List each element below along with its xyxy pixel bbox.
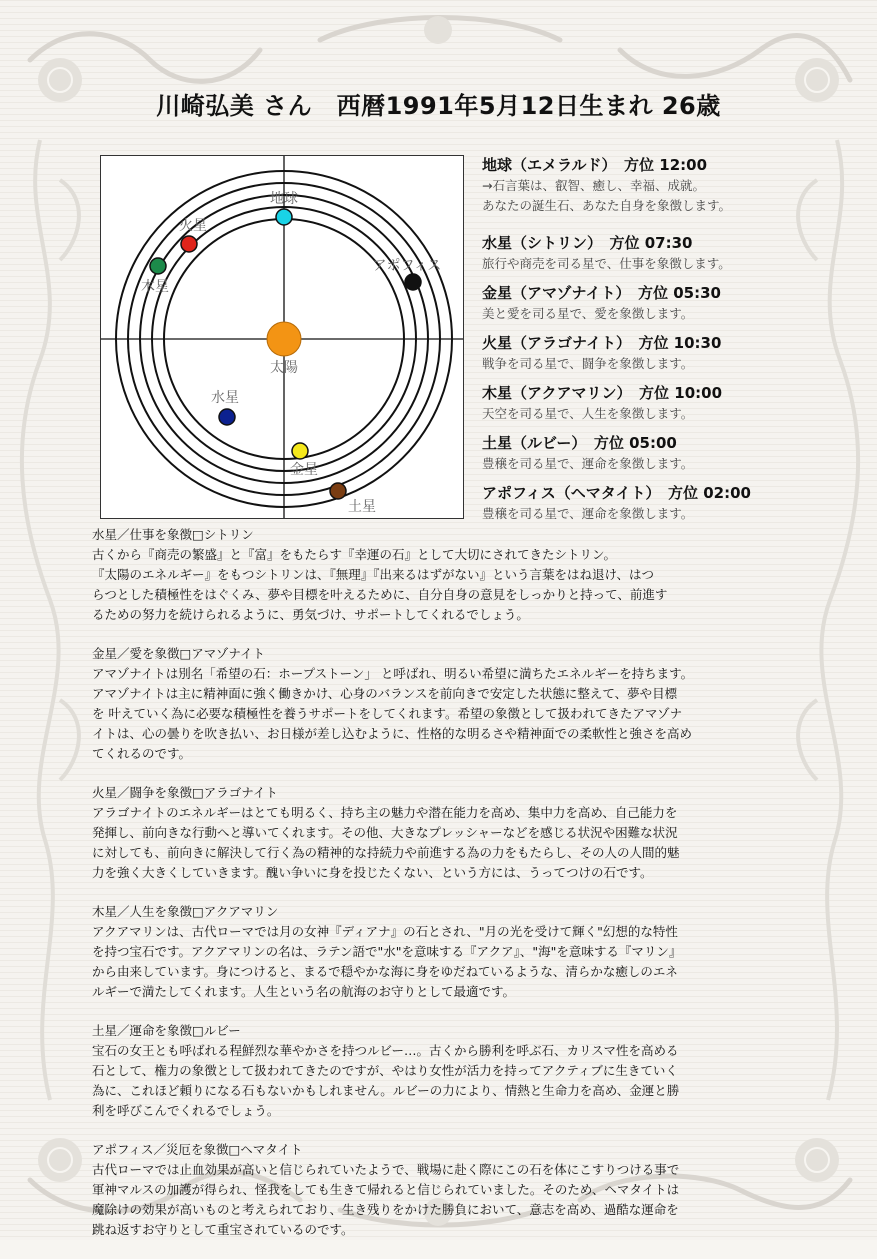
article-body <box>92 1041 802 1121</box>
planet-heading: 金星（アマゾナイト） 方位 05:30 <box>482 284 721 302</box>
article-line: に対しても、前向きに解決して行く為の精神的な持続力や前進する為の力をもたらし、その人の人間的魅 <box>92 845 680 860</box>
article-line: アマゾナイトは別名「希望の石：ホープストーン」 と呼ばれ、明るい希望に満ちたエネルギーを持ちます。 <box>92 666 694 681</box>
planet-heading: 火星（アラゴナイト） 方位 10:30 <box>482 334 722 352</box>
mars-label: 火星 <box>179 218 207 234</box>
article-title: 金星／愛を象徴□アマゾナイト <box>92 646 266 661</box>
saturn-icon <box>330 483 346 499</box>
article-venus <box>92 644 802 764</box>
planet-description: 戦争を司る星で、闘争を象徴します。 <box>482 356 694 371</box>
venus-icon <box>292 443 308 459</box>
article-line: 古くから『商売の繁盛』と『富』をもたらす『幸運の石』として大切にされてきたシトリン。 <box>92 547 617 562</box>
article-line: 石として、権力の象徴として扱われてきたのですが、やはり女性が活力を持ってアクティブに生きていく <box>92 1063 678 1078</box>
planet-entry-earth <box>482 155 812 233</box>
article-apophis <box>92 1140 802 1240</box>
article-line: アラゴナイトのエネルギーはとても明るく、持ち主の魅力や潜在能力を高め、集中力を高め、自己能力を <box>92 805 678 820</box>
planet-heading: 木星（アクアマリン） 方位 10:00 <box>482 384 723 402</box>
article-line: 『太陽のエネルギー』をもつシトリンは、『無理』『出来るはずがない』という言葉をはね退け、はつ <box>92 567 655 582</box>
article-line: を持つ宝石です。アクアマリンの名は、ラテン語で"水"を意味する『アクア』、"海"を意味する『マリン』 <box>92 944 682 959</box>
sun-icon <box>267 322 301 356</box>
article-line: アクアマリンは、古代ローマでは月の女神『ディアナ』の石とされ、"月の光を受けて輝く"幻想的な特性 <box>92 924 678 939</box>
jupiter-icon <box>150 258 166 274</box>
saturn-label: 土星 <box>348 499 376 515</box>
sun-label: 太陽 <box>270 360 298 376</box>
article-body <box>92 664 802 764</box>
article-body <box>92 1160 802 1240</box>
article-title: 水星／仕事を象徴□シトリン <box>92 527 254 542</box>
planet-entry-saturn <box>482 433 812 483</box>
jupiter-label: 木星 <box>141 279 169 295</box>
planet-orbit-diagram <box>100 155 464 519</box>
article-line: ルギーで満たしてくれます。人生という名の航海のお守りとして最適です。 <box>92 984 516 999</box>
planet-description: 美と愛を司る星で、愛を象徴します。 <box>482 306 694 321</box>
article-saturn <box>92 1021 802 1121</box>
page-title: 川崎弘美 さん 西暦1991年5月12日生まれ 26歳 <box>156 92 721 120</box>
planet-description: 旅行や商売を司る星で、仕事を象徴します。 <box>482 256 731 271</box>
article-line: てくれるのです。 <box>92 746 192 761</box>
stone-articles <box>92 525 802 1259</box>
planet-heading: アポフィス（ヘマタイト） 方位 02:00 <box>482 484 751 502</box>
article-title: 土星／運命を象徴□ルビー <box>92 1023 241 1038</box>
article-line: 軍神マルスの加護が得られ、怪我をしても生きて帰れると信じられていました。そのため、ヘマタイトは <box>92 1182 680 1197</box>
planet-entry-mars <box>482 333 812 383</box>
article-body <box>92 803 802 883</box>
article-line: 宝石の女王とも呼ばれる程鮮烈な華やかさを持つルビー…。古くから勝利を呼ぶ石、カリスマ性を高める <box>92 1043 679 1058</box>
mercury-label: 水星 <box>211 390 239 406</box>
venus-label: 金星 <box>290 462 318 478</box>
article-line: 力を強く大きくしていきます。醜い争いに身を投じたくない、という方には、うってつけの石です。 <box>92 865 653 880</box>
article-line: アマゾナイトは主に精神面に強く働きかけ、心身のバランスを前向きで安定した状態に整えて、夢や目標 <box>92 686 678 701</box>
article-line: から由来しています。身につけると、まるで穏やかな海に身をゆだねているような、清らかな癒しのエネ <box>92 964 678 979</box>
planet-description: 天空を司る星で、人生を象徴します。 <box>482 406 694 421</box>
earth-icon <box>276 209 292 225</box>
planet-description: あなたの誕生石、あなた自身を象徴します。 <box>482 198 732 213</box>
planet-entry-jupiter <box>482 383 812 433</box>
article-mars <box>92 783 802 883</box>
planet-direction-list <box>482 155 812 524</box>
article-body <box>92 545 802 625</box>
article-line: を 叶えていく為に必要な積極性を養うサポートをしてくれます。希望の象徴として扱われてきたアマゾナ <box>92 706 683 721</box>
article-title: 火星／闘争を象徴□アラゴナイト <box>92 785 278 800</box>
orbit-svg <box>101 156 463 518</box>
planet-description: 豊穣を司る星で、運命を象徴します。 <box>482 506 694 521</box>
article-mercury <box>92 525 802 625</box>
article-title: 木星／人生を象徴□アクアマリン <box>92 904 279 919</box>
planet-entry-apophis <box>482 483 812 524</box>
article-line: 為に、これほど頼りになる石もないかもしれません。ルビーの力により、情熱と生命力を高め、金運と勝 <box>92 1083 680 1098</box>
mars-icon <box>181 236 197 252</box>
apophis-label: アポフィス <box>372 258 442 274</box>
article-title: アポフィス／災厄を象徴□ヘマタイト <box>92 1142 303 1157</box>
article-line: 利を呼びこんでくれるでしょう。 <box>92 1103 280 1118</box>
mercury-icon <box>219 409 235 425</box>
earth-label: 地球 <box>270 191 298 207</box>
article-line: 古代ローマでは止血効果が高いと信じられていたようで、戦場に赴く際にこの石を体にこすりつける事で <box>92 1162 680 1177</box>
planet-entry-venus <box>482 283 812 333</box>
planet-heading: 水星（シトリン） 方位 07:30 <box>482 234 693 252</box>
planet-description: 豊穣を司る星で、運命を象徴します。 <box>482 456 694 471</box>
planet-heading: 土星（ルビー） 方位 05:00 <box>482 434 677 452</box>
article-jupiter <box>92 902 802 1002</box>
planet-entry-mercury <box>482 233 812 283</box>
planet-description: →石言葉は、叡智、癒し、幸福、成就。 <box>482 178 705 193</box>
article-line: るための努力を続けられるように、勇気づけ、サポートしてくれるでしょう。 <box>92 607 529 622</box>
article-line: らつとした積極性をはぐくみ、夢や目標を叶えるために、自分自身の意見をしっかりと持って、前進す <box>92 587 668 602</box>
article-line: 跳ね返すお守りとして重宝されているのです。 <box>92 1222 354 1237</box>
planet-heading: 地球（エメラルド） 方位 12:00 <box>482 156 708 174</box>
apophis-icon <box>405 274 421 290</box>
article-line: イトは、心の曇りを吹き払い、お日様が差し込むように、性格的な明るさや精神面での柔軟性と強さを高め <box>92 726 693 741</box>
article-line: 発揮し、前向きな行動へと導いてくれます。その他、大きなプレッシャーなどを感じる状況や困難な状況 <box>92 825 678 840</box>
article-line: 魔除けの効果が高いものと考えられており、生き残りをかけた勝負において、意志を高め、過酷な運命を <box>92 1202 679 1217</box>
article-body <box>92 922 802 1002</box>
